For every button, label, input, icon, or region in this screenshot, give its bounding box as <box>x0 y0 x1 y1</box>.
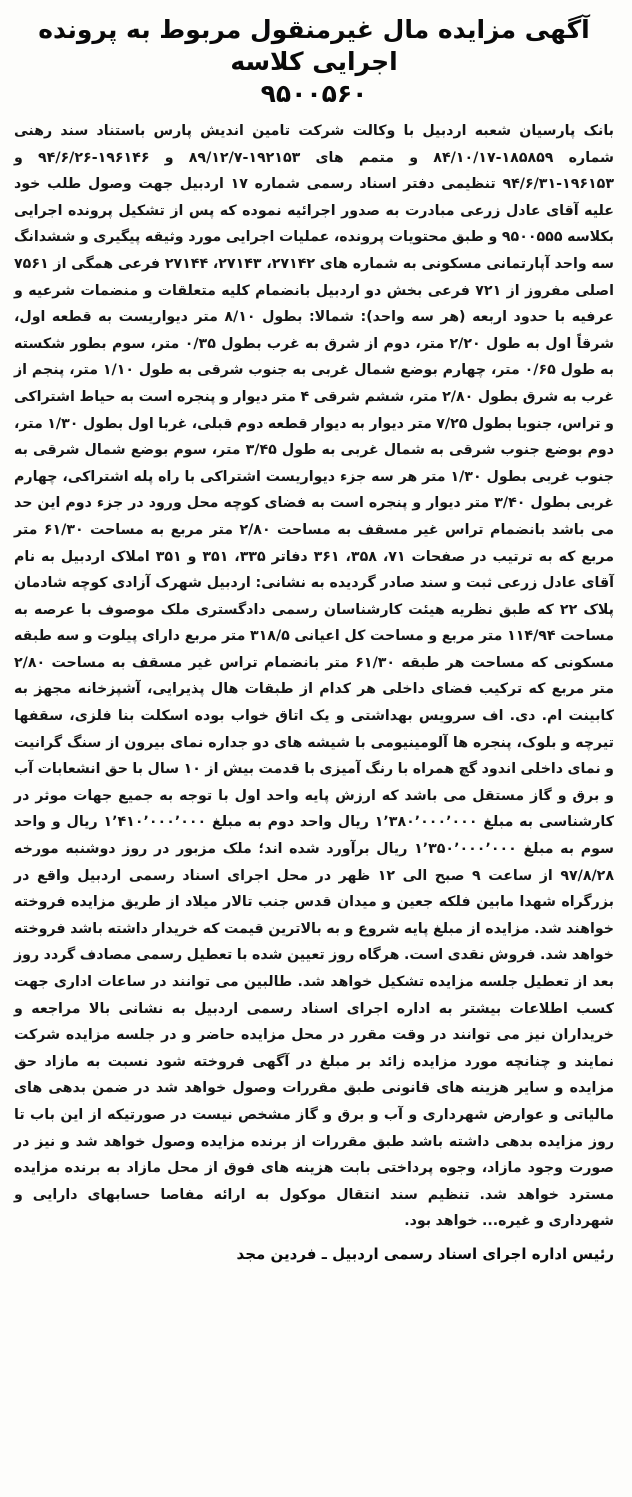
notice-case-number: ۹۵۰۰۵۶۰ <box>260 79 368 108</box>
notice-signature: رئیس اداره اجرای اسناد رسمی اردبیل ـ فردین مجد <box>236 1244 614 1263</box>
notice-body: بانک پارسیان شعبه اردبیل با وکالت شرکت تامین اندیش پارس باستناد سند رهنی شماره ۱۸۵۸۵۹-۸۴/۱۰/۱۷ و متمم های ۱۹۲۱۵۳-۸۹/۱۲/۷ و ۱۹۶۱۴۶-۹۴/۶/۲۶ و ۱۹۶۱۵۳-۹۴/۶/۳۱ تنظیمی دفتر اسناد رسمی شماره ۱۷ اردبیل جهت وصول طلب خود علیه آقای عادل زرعی مبادرت به صدور اجرائیه نموده که پس از تشکیل پرونده اجرایی بکلاسه ۹۵۰۰۵۵۵ و طبق محتویات پرونده، عملیات اجرایی مورد وثیقه پیگیری و ششدانگ سه واحد آپارتمانی مسکونی به شماره های ۲۷۱۴۲، ۲۷۱۴۳، ۲۷۱۴۴ فرعی همگی از ۷۵۶۱ اصلی مفروز از ۷۲۱ فرعی بخش دو اردبیل بانضمام کلیه متعلقات و منضمات شرعیه و عرفیه با حدود اربعه (هر سه واحد): شمالا: بطول ۸/۱۰ متر دیواریست به قطعه اول، شرقاً اول به طول ۲/۲۰ متر، دوم از شرق به غرب بطول ۰/۳۵ متر، سوم بطور شکسته به طول ۰/۶۵ متر، چهارم بوضع شمال غربی به جنوب شرقی به طول ۱/۱۰ متر، پنجم از غرب به شرق بطول ۲/۸۰ متر، ششم شرقی ۴ متر دیوار و پنجره است به حیاط اشتراکی و تراس، جنوبا بطول ۷/۲۵ متر دیوار به دیوار قطعه دوم قبلی، غربا اول بطول ۱/۳۰ متر، دوم بوضع جنوب شرقی به شمال غربی به طول ۳/۴۵ متر، سوم بوضع شمال شرقی به جنوب غربی بطول ۱/۳۰ متر هر سه جزء دیواریست اشتراکی با راه پله اشتراکی، چهارم غربی بطول ۳/۴۰ متر دیوار و پنجره است به فضای کوچه محل ورود در جزء دوم این حد می باشد بانضمام تراس غیر مسقف به مساحت ۲/۸۰ متر مربع به مساحت ۶۱/۳۰ متر مربع که به ترتیب در صفحات ۷۱، ۳۵۸، ۳۶۱ دفاتر ۳۳۵، ۳۵۱ و ۳۵۱ املاک اردبیل به نام آقای عادل زرعی ثبت و سند صادر گردیده به نشانی: اردبیل شهرک آزادی کوچه شادمان پلاک ۲۲ که طبق نظریه هیئت کارشناسان رسمی دادگستری ملک موصوف با عرصه به مساحت ۱۱۴/۹۴ متر مربع و مساحت کل اعیانی ۳۱۸/۵ متر مربع دارای پیلوت و سه طبقه مسکونی که مساحت هر طبقه ۶۱/۳۰ متر بانضمام تراس غیر مسقف به مساحت ۲/۸۰ متر مربع که ترکیب فضای داخلی هر کدام از طبقات هال پذیرایی، آشپزخانه مجهز به کابینت ام. دی. اف سرویس بهداشتی و یک اتاق خواب بوده اسکلت بنا فلزی، سقفها تیرچه و بلوک، پنجره ها آلومینیومی با شیشه های دو جداره نمای بیرون از سنگ گرانیت و نمای داخلی اندود گچ همراه با رنگ آمیزی با قدمت بیش از ۱۰ سال با حق انشعابات آب و برق و گاز مستقل می باشد که ارزش پایه واحد اول با توجه به جمیع جهات موثر در کارشناسی به مبلغ ۱٬۳۸۰٬۰۰۰٬۰۰۰ ریال واحد دوم به مبلغ ۱٬۴۱۰٬۰۰۰٬۰۰۰ ریال و واحد سوم به مبلغ ۱٬۳۵۰٬۰۰۰٬۰۰۰ ریال برآورد شده اند؛ ملک مزبور در روز دوشنبه مورخه ۹۷/۸/۲۸ از ساعت ۹ صبح الی ۱۲ ظهر در محل اجرای اسناد رسمی اردبیل واقع در بزرگراه شهدا مابین فلکه جعین و میدان قدس جنب تالار میلاد از طریق مزایده فروخته خواهند شد. مزایده از مبلغ پایه شروع و به بالاترین قیمت که خریدار داشته باشد فروخته خواهد شد. فروش نقدی است. هرگاه روز تعیین شده با تعطیل رسمی مصادف گردد روز بعد از تعطیل جلسه مزایده تشکیل خواهد شد. طالبین می توانند در ساعات اداری جهت کسب اطلاعات بیشتر به اداره اجرای اسناد رسمی اردبیل به نشانی بالا مراجعه و خریداران نیز می توانند در وقت مقرر در محل مزایده حاضر و در جلسه مزایده شرکت نمایند و چنانچه مورد مزایده زائد بر مبلغ در آگهی فروخته شود نسبت به مازاد حق مزایده و سایر هزینه های قانونی طبق مقررات وصول خواهد شد در ضمن بدهی های مالیاتی و عوارض شهرداری و آب و برق و گاز مشخص نیست در صورتیکه از این باب تا روز مزایده بدهی داشته باشد طبق مقررات از برنده مزایده وصول خواهد شد و نیز در صورت وجود مازاد، وجوه پرداختی بابت هزینه های فوق از محل مازاد به برنده مزایده مسترد خواهد شد. تنظیم سند انتقال موکول به ارائه مفاصا حسابهای دارایی و شهرداری و غیره... خواهد بود. <box>14 123 615 1230</box>
notice-title-line-1: آگهی مزایده مال غیرمنقول مربوط به پرونده اجرایی کلاسه <box>38 15 590 76</box>
notice-title <box>14 14 614 110</box>
